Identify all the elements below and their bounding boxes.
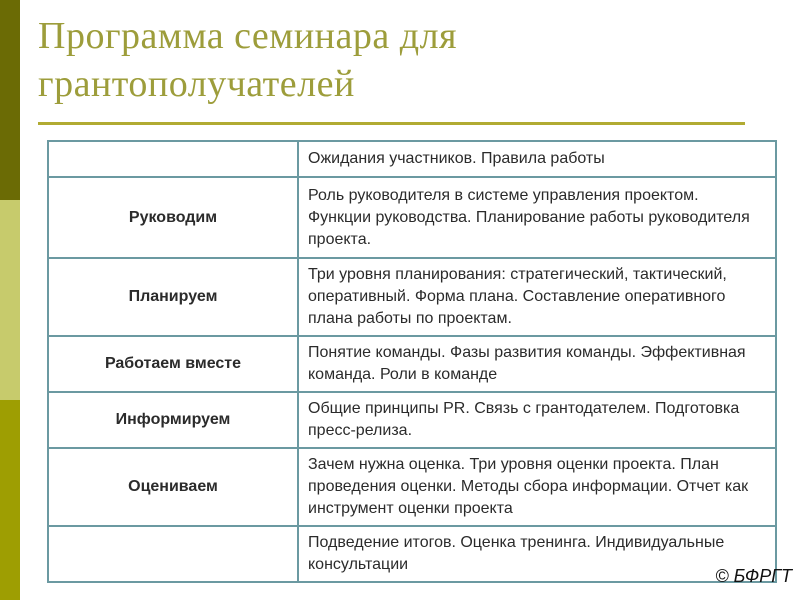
row-label-cell: Работаем вместе <box>48 336 298 392</box>
title-underline <box>38 122 745 125</box>
table-row <box>48 448 776 526</box>
row-label-cell <box>48 526 298 582</box>
table-row <box>48 177 776 258</box>
left-accent-bar-dark <box>0 0 20 200</box>
slide-title-line2: грантополучателей <box>38 63 355 105</box>
row-content-cell: Подведение итогов. Оценка тренинга. Индивидуальные консультации <box>298 526 776 582</box>
row-label-cell: Руководим <box>48 177 298 258</box>
table-row <box>48 392 776 448</box>
row-label-cell <box>48 141 298 177</box>
table-row <box>48 141 776 177</box>
table-row <box>48 336 776 392</box>
row-label-cell: Оцениваем <box>48 448 298 526</box>
program-table <box>47 140 777 583</box>
table-row <box>48 526 776 582</box>
row-content-cell: Общие принципы PR. Связь с грантодателем. Подготовка пресс-релиза. <box>298 392 776 448</box>
copyright-text: © БФРГТ <box>715 566 792 586</box>
row-content-cell: Роль руководителя в системе управления проектом. Функции руководства. Планирование работы руководителя проекта. <box>298 177 776 258</box>
left-accent-bar-medium <box>0 400 20 600</box>
row-content-cell: Понятие команды. Фазы развития команды. Эффективная команда. Роли в команде <box>298 336 776 392</box>
row-label-cell: Планируем <box>48 258 298 336</box>
row-content-cell: Зачем нужна оценка. Три уровня оценки проекта. План проведения оценки. Методы сбора информации. Отчет как инструмент оценки проекта <box>298 448 776 526</box>
slide-title-line1: Программа семинара для <box>38 15 458 57</box>
row-content-cell: Ожидания участников. Правила работы <box>298 141 776 177</box>
table-row <box>48 258 776 336</box>
row-content-cell: Три уровня планирования: стратегический, тактический, оперативный. Форма плана. Составление оперативного плана работы по проектам. <box>298 258 776 336</box>
slide-title <box>38 12 738 108</box>
left-accent-bar-light <box>0 200 20 400</box>
row-label-cell: Информируем <box>48 392 298 448</box>
